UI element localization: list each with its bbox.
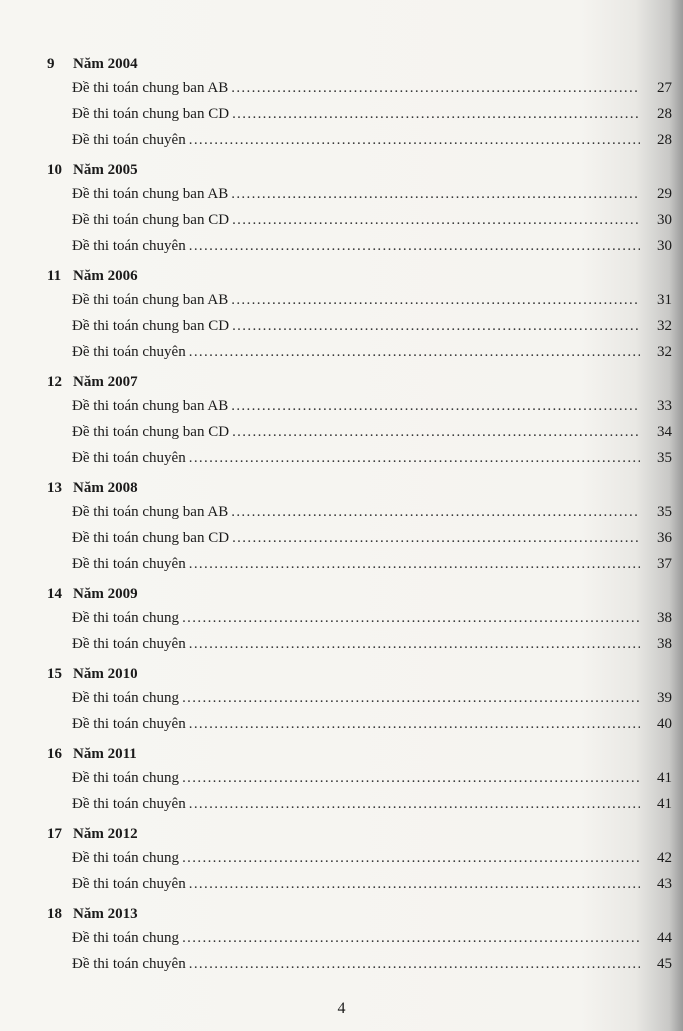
entry-label: Đề thi toán chung ban AB (72, 186, 229, 202)
entry-label: Đề thi toán chuyên (72, 132, 186, 148)
entry-page: 28 (657, 132, 672, 148)
toc-entry[interactable] (72, 290, 672, 310)
entry-label: Đề thi toán chuyên (72, 344, 186, 360)
toc-entry[interactable] (72, 554, 672, 574)
dot-leader (231, 290, 640, 310)
dot-leader (189, 874, 640, 894)
toc-entry[interactable] (72, 688, 672, 708)
section-number: 11 (47, 268, 62, 284)
dot-leader (182, 848, 640, 868)
entry-label: Đề thi toán chung ban CD (72, 106, 230, 122)
section-title: Năm 2006 (73, 268, 138, 284)
dot-leader (231, 396, 640, 416)
entry-page: 33 (657, 398, 672, 414)
entry-page: 40 (657, 716, 672, 732)
section-title: Năm 2007 (73, 374, 138, 390)
dot-leader (189, 342, 640, 362)
entry-page: 39 (657, 690, 672, 706)
toc-entry[interactable] (72, 184, 672, 204)
toc-entry[interactable] (72, 528, 672, 548)
section-number: 13 (47, 480, 62, 496)
entry-label: Đề thi toán chung (72, 610, 180, 626)
entry-label: Đề thi toán chung (72, 690, 180, 706)
entry-page: 42 (657, 850, 672, 866)
dot-leader (189, 236, 640, 256)
dot-leader (231, 502, 640, 522)
entry-page: 44 (657, 930, 672, 946)
section-title: Năm 2013 (73, 906, 138, 922)
dot-leader (189, 794, 640, 814)
section-number: 14 (47, 586, 62, 602)
section-title: Năm 2010 (73, 666, 138, 682)
entry-label: Đề thi toán chuyên (72, 796, 186, 812)
dot-leader (182, 688, 640, 708)
entry-page: 32 (657, 344, 672, 360)
entry-label: Đề thi toán chuyên (72, 956, 186, 972)
section-number: 10 (47, 162, 62, 178)
dot-leader (182, 768, 640, 788)
dot-leader (232, 316, 640, 336)
entry-page: 41 (657, 796, 672, 812)
entry-page: 27 (657, 80, 672, 96)
entry-label: Đề thi toán chung ban AB (72, 398, 229, 414)
dot-leader (232, 422, 640, 442)
section-title: Năm 2004 (73, 56, 138, 72)
toc-entry[interactable] (72, 848, 672, 868)
dot-leader (231, 184, 640, 204)
toc-entry[interactable] (72, 104, 672, 124)
toc-entry[interactable] (72, 768, 672, 788)
entry-label: Đề thi toán chung ban CD (72, 212, 230, 228)
entry-page: 34 (657, 424, 672, 440)
entry-page: 28 (657, 106, 672, 122)
toc-entry[interactable] (72, 928, 672, 948)
section-number: 18 (47, 906, 62, 922)
entry-label: Đề thi toán chuyên (72, 238, 186, 254)
toc-entry[interactable] (72, 396, 672, 416)
section-number: 16 (47, 746, 62, 762)
toc-entry[interactable] (72, 874, 672, 894)
section-title: Năm 2009 (73, 586, 138, 602)
entry-page: 45 (657, 956, 672, 972)
dot-leader (232, 104, 640, 124)
dot-leader (189, 554, 640, 574)
dot-leader (232, 528, 640, 548)
dot-leader (231, 78, 640, 98)
dot-leader (189, 448, 640, 468)
toc-entry[interactable] (72, 714, 672, 734)
entry-label: Đề thi toán chung ban AB (72, 504, 229, 520)
entry-page: 35 (657, 450, 672, 466)
toc-entry[interactable] (72, 502, 672, 522)
entry-label: Đề thi toán chuyên (72, 636, 186, 652)
dot-leader (182, 608, 640, 628)
entry-page: 29 (657, 186, 672, 202)
toc-entry[interactable] (72, 316, 672, 336)
section-number: 12 (47, 374, 62, 390)
entry-page: 38 (657, 610, 672, 626)
toc-entry[interactable] (72, 236, 672, 256)
entry-label: Đề thi toán chung (72, 930, 180, 946)
entry-label: Đề thi toán chuyên (72, 876, 186, 892)
entry-page: 36 (657, 530, 672, 546)
entry-page: 38 (657, 636, 672, 652)
toc-entry[interactable] (72, 422, 672, 442)
toc-entry[interactable] (72, 78, 672, 98)
section-title: Năm 2011 (73, 746, 137, 762)
section-title: Năm 2005 (73, 162, 138, 178)
section-number: 9 (47, 56, 55, 72)
toc-entry[interactable] (72, 210, 672, 230)
entry-label: Đề thi toán chuyên (72, 450, 186, 466)
dot-leader (189, 634, 640, 654)
dot-leader (189, 130, 640, 150)
page-number: 4 (337, 1000, 346, 1017)
toc-entry[interactable] (72, 448, 672, 468)
entry-label: Đề thi toán chuyên (72, 716, 186, 732)
section-number: 17 (47, 826, 62, 842)
toc-entry[interactable] (72, 954, 672, 974)
dot-leader (232, 210, 640, 230)
entry-page: 37 (657, 556, 672, 572)
entry-label: Đề thi toán chuyên (72, 556, 186, 572)
entry-label: Đề thi toán chung ban CD (72, 424, 230, 440)
toc-entry[interactable] (72, 130, 672, 150)
entry-label: Đề thi toán chung (72, 850, 180, 866)
toc-entry[interactable] (72, 794, 672, 814)
toc-entry[interactable] (72, 634, 672, 654)
dot-leader (189, 954, 640, 974)
toc-entry[interactable] (72, 342, 672, 362)
entry-page: 43 (657, 876, 672, 892)
section-number: 15 (47, 666, 62, 682)
entry-label: Đề thi toán chung ban AB (72, 80, 229, 96)
section-title: Năm 2012 (73, 826, 138, 842)
entry-page: 30 (657, 212, 672, 228)
entry-page: 30 (657, 238, 672, 254)
entry-label: Đề thi toán chung (72, 770, 180, 786)
entry-page: 35 (657, 504, 672, 520)
dot-leader (189, 714, 640, 734)
dot-leader (182, 928, 640, 948)
section-title: Năm 2008 (73, 480, 138, 496)
toc-entry[interactable] (72, 608, 672, 628)
entry-label: Đề thi toán chung ban CD (72, 530, 230, 546)
entry-page: 32 (657, 318, 672, 334)
entry-page: 41 (657, 770, 672, 786)
entry-page: 31 (657, 292, 672, 308)
entry-label: Đề thi toán chung ban CD (72, 318, 230, 334)
entry-label: Đề thi toán chung ban AB (72, 292, 229, 308)
